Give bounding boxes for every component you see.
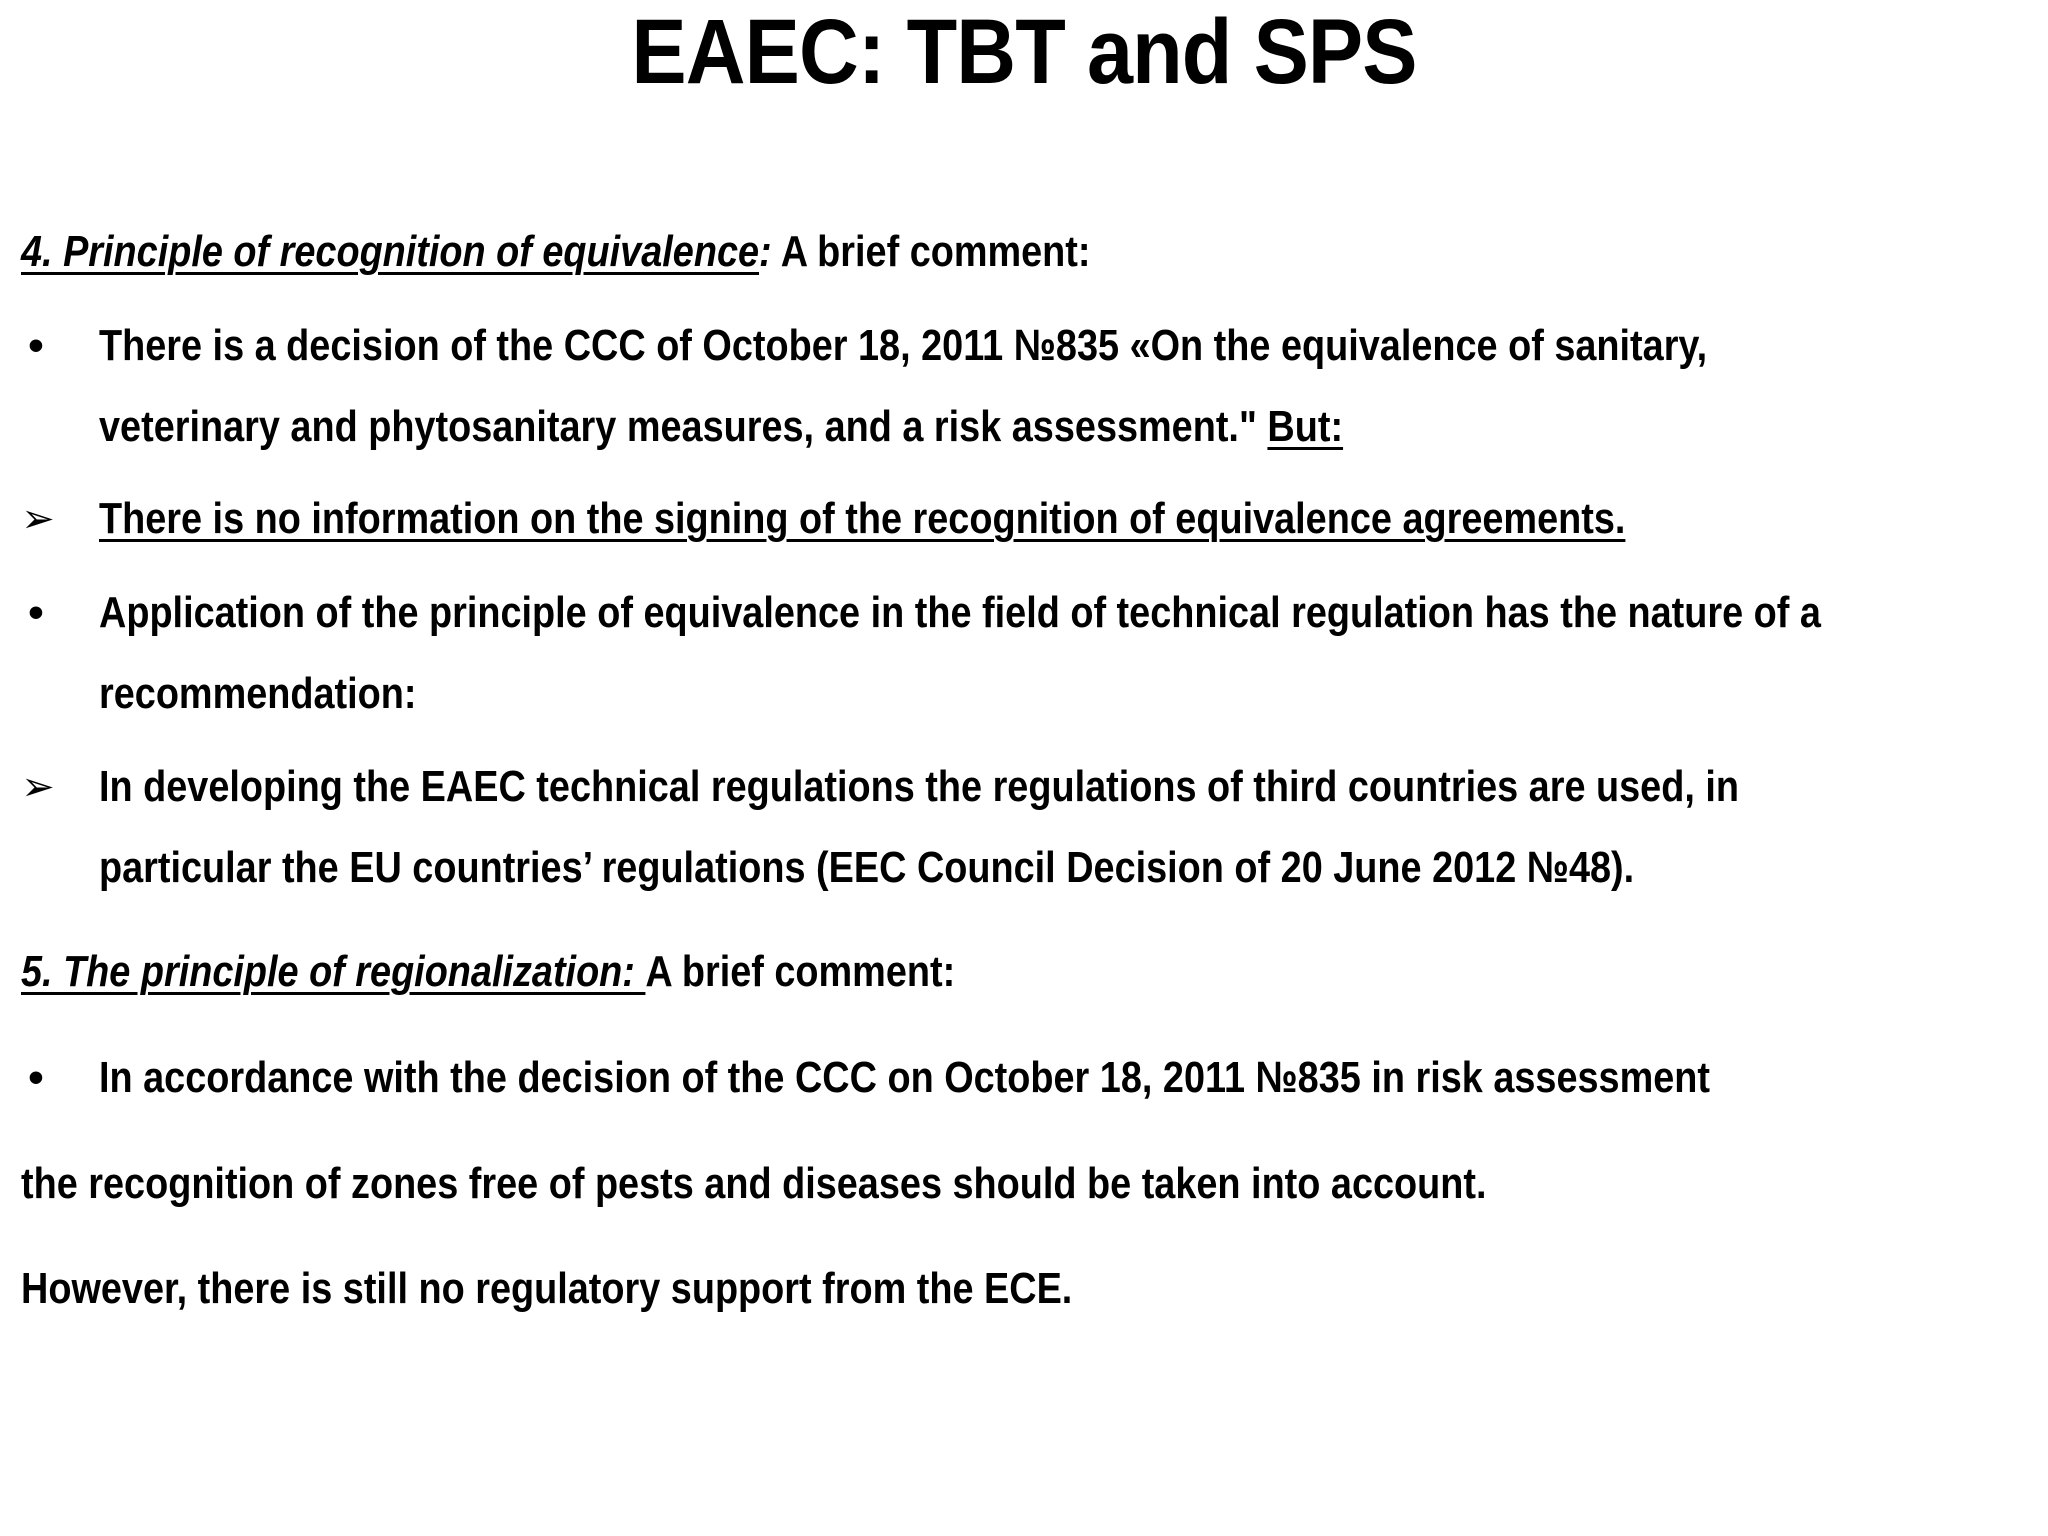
section-4-heading (21, 224, 1091, 280)
section-5-heading (21, 944, 955, 1000)
section-4-bullet-1-text: veterinary and phytosanitary measures, and a risk assessment." (99, 402, 1268, 451)
section-5-line-3: However, there is still no regulatory support from the ECE. (21, 1264, 1073, 1313)
section-4-bullet-2-line-1: Application of the principle of equivalence in the field of technical regulation has the nature of a (99, 588, 1821, 637)
slide-title: EAEC: TBT and SPS (631, 1, 1417, 103)
section-4-arrow-2-line-1: In developing the EAEC technical regulations the regulations of third countries are used, in (99, 762, 1739, 811)
section-4-heading-colon: : (759, 227, 772, 276)
bullet-icon: • (28, 588, 44, 637)
bullet-icon: • (28, 321, 44, 370)
section-4-bullet-1-but: But: (1267, 402, 1344, 451)
section-5-heading-comment: A brief comment: (645, 947, 956, 996)
arrow-bullet-icon: ➢ (21, 765, 55, 809)
section-4-arrow-1: There is no information on the signing of the recognition of equivalence agreements. (99, 494, 1626, 543)
section-4-arrow-2-line-2: particular the EU countries’ regulations (EEC Council Decision of 20 June 2012 №48). (99, 843, 1635, 892)
section-4-bullet-1-line-1: There is a decision of the CCC of October 18, 2011 №835 «On the equivalence of sanitary, (99, 321, 1708, 370)
section-4-heading-comment: A brief comment: (771, 227, 1091, 276)
section-5-bullet-1: In accordance with the decision of the CCC on October 18, 2011 №835 in risk assessment (99, 1053, 1710, 1102)
arrow-bullet-icon: ➢ (21, 497, 55, 541)
section-5-line-2: the recognition of zones free of pests and diseases should be taken into account. (21, 1159, 1487, 1208)
section-4-bullet-1-line-2 (99, 399, 1343, 455)
section-5-heading-title: 5. The principle of regionalization: (21, 947, 646, 996)
section-4-heading-title: 4. Principle of recognition of equivalence (21, 227, 760, 276)
section-4-bullet-2-line-2: recommendation: (99, 669, 417, 718)
bullet-icon: • (28, 1053, 44, 1102)
